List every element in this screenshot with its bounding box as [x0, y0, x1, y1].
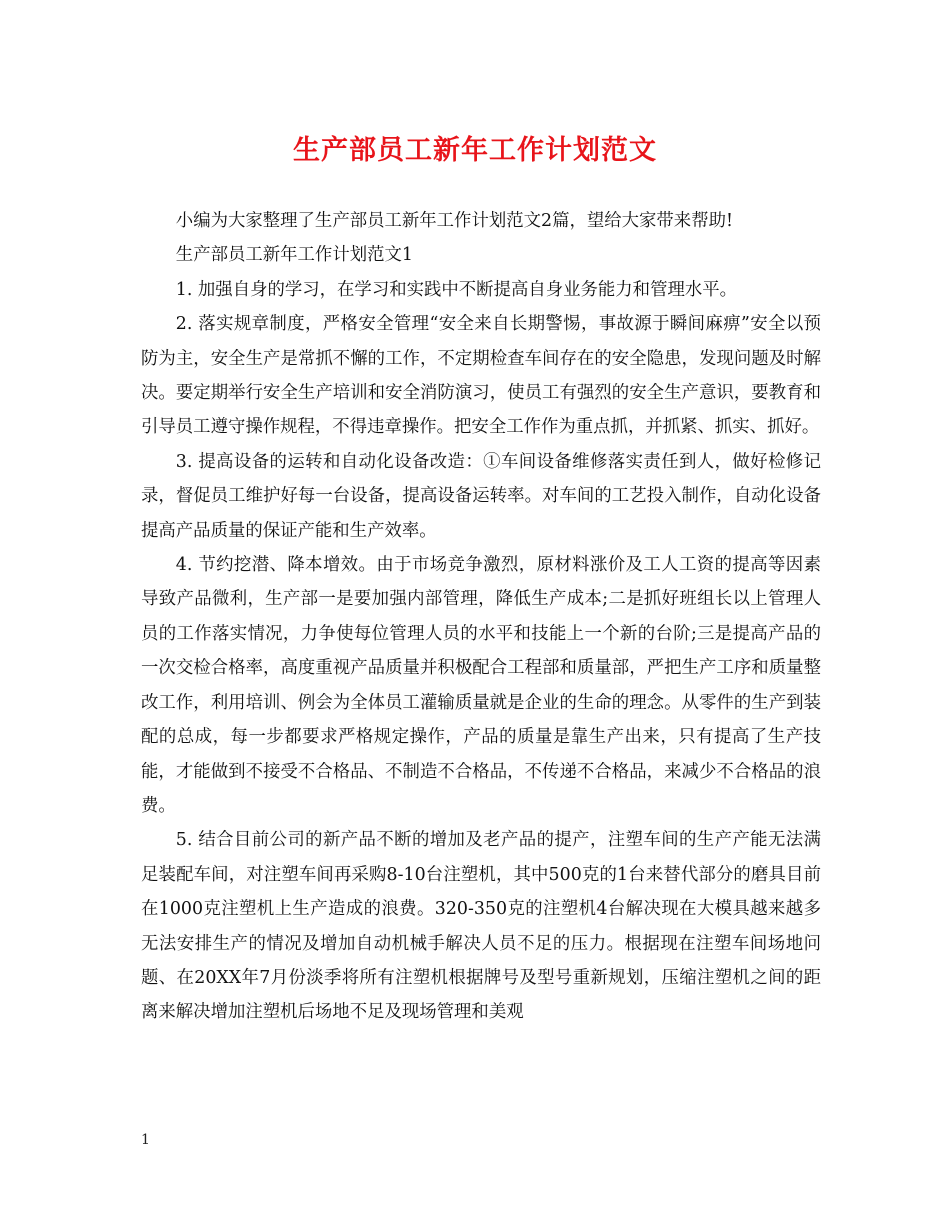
item-1-paragraph: 1. 加强自身的学习，在学习和实践中不断提高自身业务能力和管理水平。	[175, 279, 738, 300]
document-title: 生产部员工新年工作计划范文	[293, 135, 657, 166]
section-heading: 生产部员工新年工作计划范文1	[175, 245, 413, 266]
item-2-paragraph: 2. 落实规章制度，严格安全管理“安全来自长期警惕，事故源于瞬间麻痹”安全以预防为主，安全生产是常抓不懈的工作，不定期检查车间存在的安全隐患，发现问题及时解决。要定期举行安全生产培训和安全消防演习，使员工有强烈的安全生产意识，要教育和引导员工遵守操作规程，不得违章操作。把安全工作作为重点抓，并抓紧、抓实、抓好。	[141, 314, 821, 438]
document-body	[141, 204, 821, 1030]
page-number: 1	[141, 1132, 150, 1148]
item-5-paragraph: 5. 结合目前公司的新产品不断的增加及老产品的提产，注塑车间的生产产能无法满足装配车间，对注塑车间再采购8-10台注塑机，其中500克的1台来替代部分的磨具目前在1000克注塑机上生产造成的浪费。320-350克的注塑机4台解决现在大模具越来越多无法安排生产的情况及增加自动机械手解决人员不足的压力。根据现在注塑车间场地问题、在20XX年7月份淡季将所有注塑机根据牌号及型号重新规划，压缩注塑机之间的距离来解决增加注塑机后场地不足及现场管理和美观	[141, 830, 821, 1023]
item-3-paragraph: 3. 提高设备的运转和自动化设备改造：①车间设备维修落实责任到人，做好检修记录，督促员工维护好每一台设备，提高设备运转率。对车间的工艺投入制作，自动化设备提高产品质量的保证产能和生产效率。	[141, 451, 821, 541]
intro-paragraph: 小编为大家整理了生产部员工新年工作计划范文2篇，望给大家带来帮助!	[175, 211, 733, 231]
item-4-paragraph: 4. 节约挖潜、降本增效。由于市场竞争激烈，原材料涨价及工人工资的提高等因素导致产品微利，生产部一是要加强内部管理，降低生产成本;二是抓好班组长以上管理人员的工作落实情况，力争使每位管理人员的水平和技能上一个新的台阶;三是提高产品的一次交检合格率，高度重视产品质量并积极配合工程部和质量部，严把生产工序和质量整改工作，利用培训、例会为全体员工灌输质量就是企业的生命的理念。从零件的生产到装配的总成，每一步都要求严格规定操作，产品的质量是靠生产出来，只有提高了生产技能，才能做到不接受不合格品、不制造不合格品，不传递不合格品，来减少不合格品的浪费。	[141, 555, 821, 816]
